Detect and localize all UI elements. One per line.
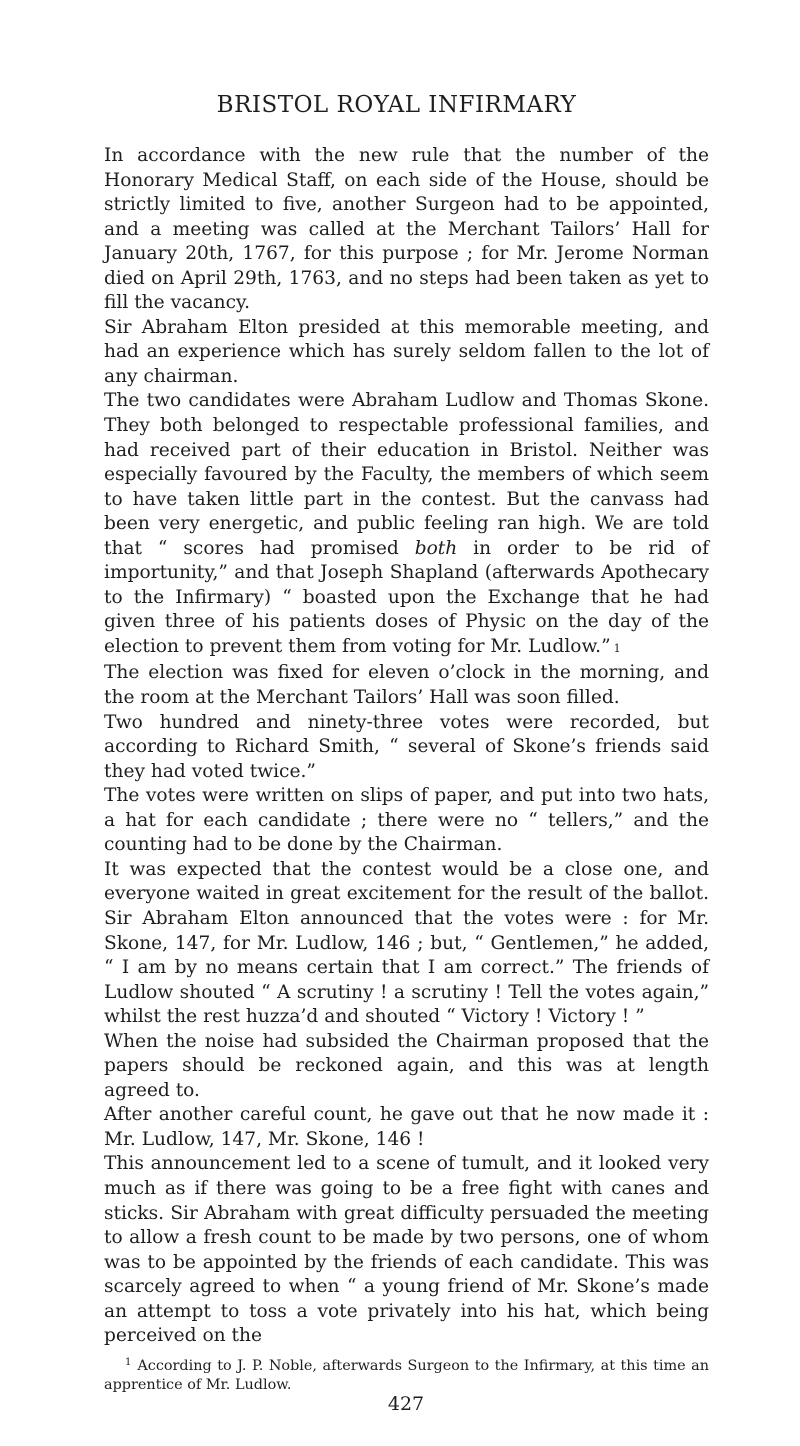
page-number: 427 <box>387 1393 425 1415</box>
footnote <box>104 1353 709 1395</box>
paragraph-1: In accordance with the new rule that the number of the Honorary Medical Staff, on each side of the House, should be strictly limited to five, another Surgeon had to be appointed, and a meeting was called at the Merchant Tailors’ Hall for January 20th, 1767, for this purpose ; for Mr. Jerome Norman died on April 29th, 1763, and no steps had been taken as yet to fill the vacancy. <box>104 145 709 314</box>
paragraph-3-text-b: in order to be rid of importunity,” and that Joseph Shapland (afterwards Apothecary to the Infirmary) “ boasted upon the Exchange that he had given three of his patients doses of Physic on the day of the election to prevent them from voting for Mr. Ludlow.” <box>104 537 709 657</box>
paragraph-6: The votes were written on slips of paper, and put into two hats, a hat for each candidate ; there were no “ tellers,” and the counting had to be done by the Chairman. <box>104 785 709 856</box>
footnote-reference: 1 <box>613 641 621 655</box>
paragraph-10: This announcement led to a scene of tumult, and it looked very much as if there was going to be a free fight with canes and sticks. Sir Abraham with great difficulty persuaded the meeting to allow a fresh count to be made by two persons, one of whom was to be appointed by the friends of each candidate. This was scarcely agreed to when “ a young friend of Mr. Skone’s made an attempt to toss a vote privately into his hat, which being perceived on the <box>104 1153 709 1347</box>
paragraph-7: It was expected that the contest would be a close one, and everyone waited in great excitement for the result of the ballot. Sir Abraham Elton announced that the votes were : for Mr. Skone, 147, for Mr. Ludlow, 146 ; but, “ Gentlemen,” he added, “ I am by no means certain that I am correct.” The friends of Ludlow shouted “ A scrutiny ! a scrutiny ! Tell the votes again,” whilst the rest huzza’d and shouted “ Victory ! Victory ! ” <box>104 858 709 1028</box>
paragraph-3-text-a: The two candidates were Abraham Ludlow and Thomas Skone. They both belonged to respectable professional families, and had received part of their education in Bristol. Neither was especially favoured by the Faculty, the members of which seem to have taken little part in the contest. But the canvass had been very energetic, and public feeling ran high. We are told that “ scores had promised <box>104 390 709 559</box>
footnote-mark: 1 <box>125 1356 132 1368</box>
emphasis-both: both <box>414 537 458 559</box>
footnote-text: According to J. P. Noble, afterwards Surgeon to the Infirmary, at this time an apprentice of Mr. Ludlow. <box>104 1357 709 1393</box>
paragraph-3 <box>104 389 709 661</box>
paragraph-5: Two hundred and ninety-three votes were recorded, but according to Richard Smith, “ several of Skone’s friends said they had voted twice.” <box>104 711 709 782</box>
paragraph-2: Sir Abraham Elton presided at this memorable meeting, and had an experience which has surely seldom fallen to the lot of any chairman. <box>104 316 709 387</box>
body-text <box>104 144 709 1349</box>
paragraph-4: The election was fixed for eleven o’clock in the morning, and the room at the Merchant Tailors’ Hall was soon filled. <box>104 662 709 709</box>
paragraph-9: After another careful count, he gave out that he now made it : Mr. Ludlow, 147, Mr. Skone, 146 ! <box>104 1104 709 1150</box>
paragraph-8: When the noise had subsided the Chairman proposed that the papers should be reckoned again, and this was at length agreed to. <box>104 1030 709 1101</box>
running-head: BRISTOL ROYAL INFIRMARY <box>216 92 577 118</box>
